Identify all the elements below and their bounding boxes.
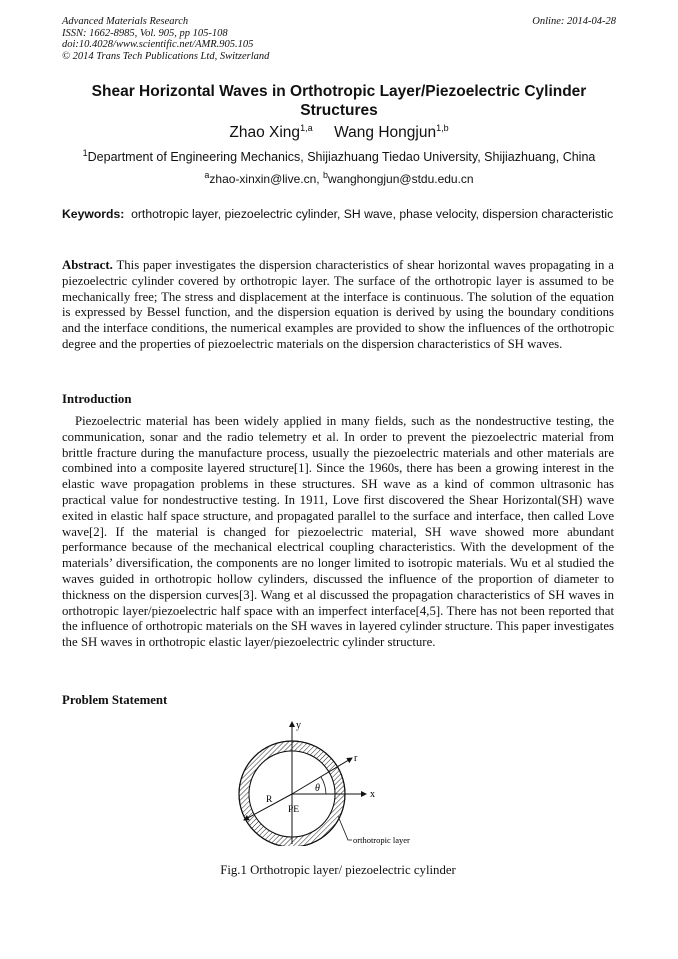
- section-heading-problem-statement: Problem Statement: [62, 693, 168, 707]
- affiliation-text: Department of Engineering Mechanics, Shijiazhuang Tiedao University, Shijiazhuang, China: [87, 150, 596, 164]
- copyright-line: © 2014 Trans Tech Publications Ltd, Switzerland: [62, 50, 270, 62]
- label-R: R: [266, 795, 273, 805]
- label-r: r: [354, 753, 358, 764]
- introduction-body: Piezoelectric material has been widely applied in many fields, such as the nondestructive testing, the communication, sonar and the radio telemetry et al. In order to prevent the piezoelectric material from brittle fracture during the manufacture process, usually the piezoelectric materials and other materials are combined into a composite layered structure[1]. Since the 1960s, there has been a growing interest in the elastic wave propagation problems in these structures. SH wave as a kind of common ultrasonic has practical value for nondestructive testing. In 1911, Love first discovered the Shear Horizontal(SH) wave exited in elastic half space structure, and propagated parallel to the surface and interface, then called Love wave[2]. If the material is changed for piezoelectric material, SH wave showed more abundant performance because of the mechanical electrical coupling characteristics. With the development of the materials’ diversification, the components are no longer limited to isotropic materials. Wu et al studied the waves guided in orthotropic hollow cylinders, discussed the influence of the proportion of diameter to thickness on the dispersion curves[3]. Wang et al discussed the propagation characteristics of SH waves in orthotropic layer/piezoelectric half space with an imperfect interface[4,5]. There has not been reported that the influence of orthotropic materials on the SH waves in layered cylinder structure. This paper investigates the SH waves in orthotropic elastic layer/piezoelectric cylinder structure.: [62, 414, 614, 650]
- author-name: Zhao Xing: [229, 124, 301, 141]
- email-address[interactable]: wanghongjun@stdu.edu.cn: [327, 172, 474, 186]
- author-affil-sup: 1,a: [300, 122, 313, 133]
- abstract: [62, 258, 614, 353]
- section-heading-introduction: Introduction: [62, 392, 132, 406]
- running-header: [62, 16, 269, 62]
- abstract-text: This paper investigates the dispersion characteristics of shear horizontal waves propagating in a piezoelectric cylinder covered by orthotropic layer. The surface of the orthotropic layer is assumed to be mechanically free; The stress and displacement at the interface is continuous. The solution of the equation is expressed by Bessel function, and the dispersion equation is derived by using the boundary conditions and the interface conditions, the numerical examples are provided to show the influences of the orthotropic degree and the properties of piezoelectric materials on the dispersion characteristics of SH waves.: [62, 258, 614, 351]
- label-theta: θ: [315, 783, 320, 794]
- author-affil-sup: 1,b: [436, 122, 449, 133]
- figure-caption: Fig.1 Orthotropic layer/ piezoelectric cylinder: [220, 863, 456, 877]
- email-address[interactable]: zhao-xinxin@live.cn: [209, 172, 317, 186]
- doi-line: doi:10.4028/www.scientific.net/AMR.905.105: [62, 39, 254, 50]
- email-sup: a: [204, 170, 210, 180]
- issn-line: ISSN: 1662-8985, Vol. 905, pp 105-108: [62, 27, 228, 39]
- journal-name: Advanced Materials Research: [62, 16, 189, 27]
- affiliation-sup: 1: [82, 147, 88, 158]
- email-sup: b: [322, 170, 328, 180]
- label-orthotropic-layer: orthotropic layer: [353, 835, 410, 845]
- label-x: x: [370, 789, 375, 800]
- label-y: y: [296, 720, 301, 731]
- keywords: [62, 207, 614, 223]
- keywords-text: orthotropic layer, piezoelectric cylinder, SH wave, phase velocity, dispersion characteristic: [131, 207, 614, 221]
- keywords-label: Keywords:: [62, 207, 125, 221]
- layer-leader-line: [338, 816, 352, 840]
- affiliation: [62, 147, 616, 164]
- author-name: Wang Hongjun: [334, 124, 437, 141]
- label-PE: PE: [288, 805, 300, 815]
- abstract-label: Abstract.: [62, 258, 113, 272]
- online-date: Online: 2014-04-28: [532, 16, 616, 27]
- paper-title: Shear Horizontal Waves in Orthotropic Layer/Piezoelectric Cylinder Structures: [91, 83, 587, 119]
- figure-cylinder-diagram: [230, 716, 460, 846]
- email-list: $^a$zhao-xinxin@live.cn, $^b$wanghongjun@stdu.edu.cn: [204, 170, 474, 186]
- author-list: [62, 124, 616, 142]
